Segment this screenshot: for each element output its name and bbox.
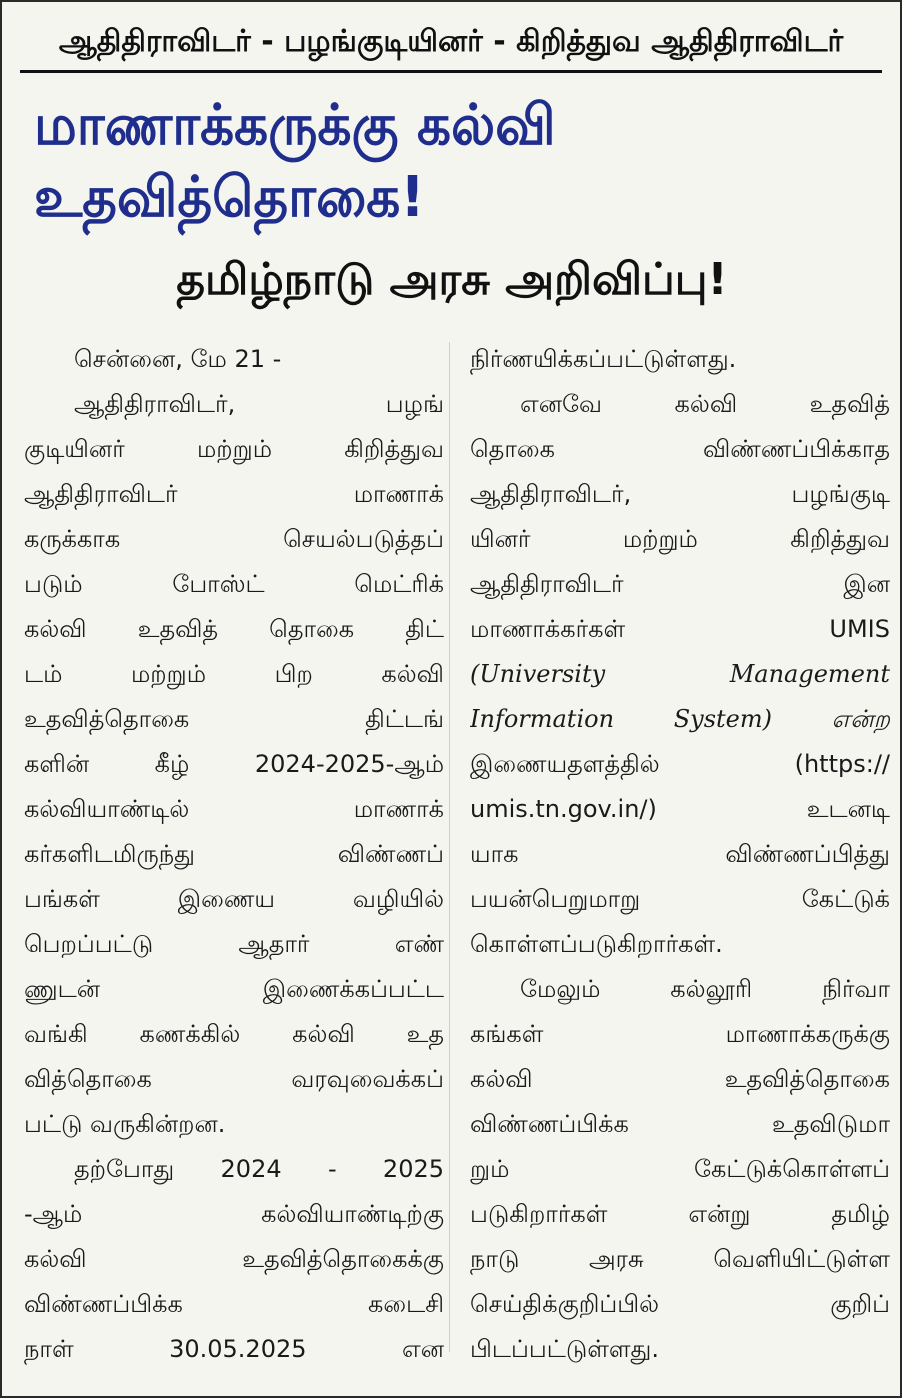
text-line: ணுடன் இணைக்கப்பட்ட [24, 975, 444, 1003]
article-column-left [24, 337, 444, 1372]
text-line: உதவித்தொகை திட்டங் [24, 705, 444, 733]
article-column-right [470, 337, 890, 1372]
text-line: விண்ணப்பிக்க உதவிடுமா [470, 1110, 890, 1138]
text-line: பிடப்பட்டுள்ளது. [470, 1335, 659, 1363]
text-line: எனவே கல்வி உதவித் [520, 390, 890, 418]
text-line: படும் போஸ்ட் மெட்ரிக் [24, 570, 444, 598]
text-line: மேலும் கல்லூரி நிர்வா [520, 975, 890, 1003]
text-line: (University Management [470, 660, 890, 688]
headline: மாணாக்கருக்கு கல்வி உதவித்தொகை! [34, 93, 556, 230]
text-line: வித்தொகை வரவுவைக்கப் [24, 1065, 444, 1093]
text-line: தற்போது 2024 - 2025 [74, 1155, 444, 1183]
text-line: பங்கள் இணைய வழியில் [24, 885, 444, 913]
text-line: ஆதிதிராவிடர், பழங்குடி [470, 480, 890, 508]
text-line: யினர் மற்றும் கிறித்துவ [470, 525, 890, 553]
text-line: நாடு அரசு வெளியிட்டுள்ள [470, 1245, 890, 1273]
text-line: பட்டு வருகின்றன. [24, 1110, 226, 1138]
text-line: Information System) என்ற [470, 705, 890, 733]
text-line: டம் மற்றும் பிற கல்வி [24, 660, 444, 688]
text-line: களின் கீழ் 2024-2025-ஆம் [24, 750, 444, 778]
kicker-line: ஆதிதிராவிடர் - பழங்குடியினர் - கிறித்துவ ஆதிதிராவிடர் [20, 16, 882, 73]
text-line: தொகை விண்ணப்பிக்காத [470, 435, 890, 463]
text-line: கல்வி உதவித்தொகைக்கு [24, 1245, 444, 1273]
subheadline: தமிழ்நாடு அரசு அறிவிப்பு! [176, 253, 728, 305]
text-line: கல்வி உதவித் தொகை திட் [24, 615, 444, 643]
text-line: ஆதிதிராவிடர் இன [470, 570, 890, 598]
text-line: குடியினர் மற்றும் கிறித்துவ [24, 435, 444, 463]
text-line: கங்கள் மாணாக்கருக்கு [470, 1020, 890, 1048]
text-line: ஆதிதிராவிடர் மாணாக் [24, 480, 444, 508]
text-line: மாணாக்கர்கள் UMIS [470, 615, 890, 643]
text-line: படுகிறார்கள் என்று தமிழ் [470, 1200, 890, 1228]
text-line: -ஆம் கல்வியாண்டிற்கு [24, 1200, 444, 1228]
text-line: நாள் 30.05.2025 என [24, 1335, 444, 1363]
text-line: பயன்பெறுமாறு கேட்டுக் [470, 885, 890, 913]
text-line: கருக்காக செயல்படுத்தப் [24, 525, 444, 553]
text-line: விண்ணப்பிக்க கடைசி [24, 1290, 444, 1318]
text-line: றும் கேட்டுக்கொள்ளப் [470, 1155, 890, 1183]
text-line: யாக விண்ணப்பித்து [470, 840, 890, 868]
text-line: ஆதிதிராவிடர், பழங் [74, 390, 444, 418]
text-line: செய்திக்குறிப்பில் குறிப் [470, 1290, 890, 1318]
dateline: சென்னை, மே 21 - [74, 345, 282, 373]
text-line: வங்கி கணக்கில் கல்வி உத [24, 1020, 444, 1048]
text-line: இணையதளத்தில் (https:// [470, 750, 890, 778]
text-line: கர்களிடமிருந்து விண்ணப் [24, 840, 444, 868]
text-line: கல்வியாண்டில் மாணாக் [24, 795, 444, 823]
text-line: umis.tn.gov.in/) உடனடி [470, 795, 890, 823]
column-divider [449, 342, 450, 1352]
text-line: கொள்ளப்படுகிறார்கள். [470, 930, 723, 958]
text-line: பெறப்பட்டு ஆதார் எண் [24, 930, 444, 958]
text-line: கல்வி உதவித்தொகை [470, 1065, 890, 1093]
text-line: நிர்ணயிக்கப்பட்டுள்ளது. [470, 345, 737, 373]
